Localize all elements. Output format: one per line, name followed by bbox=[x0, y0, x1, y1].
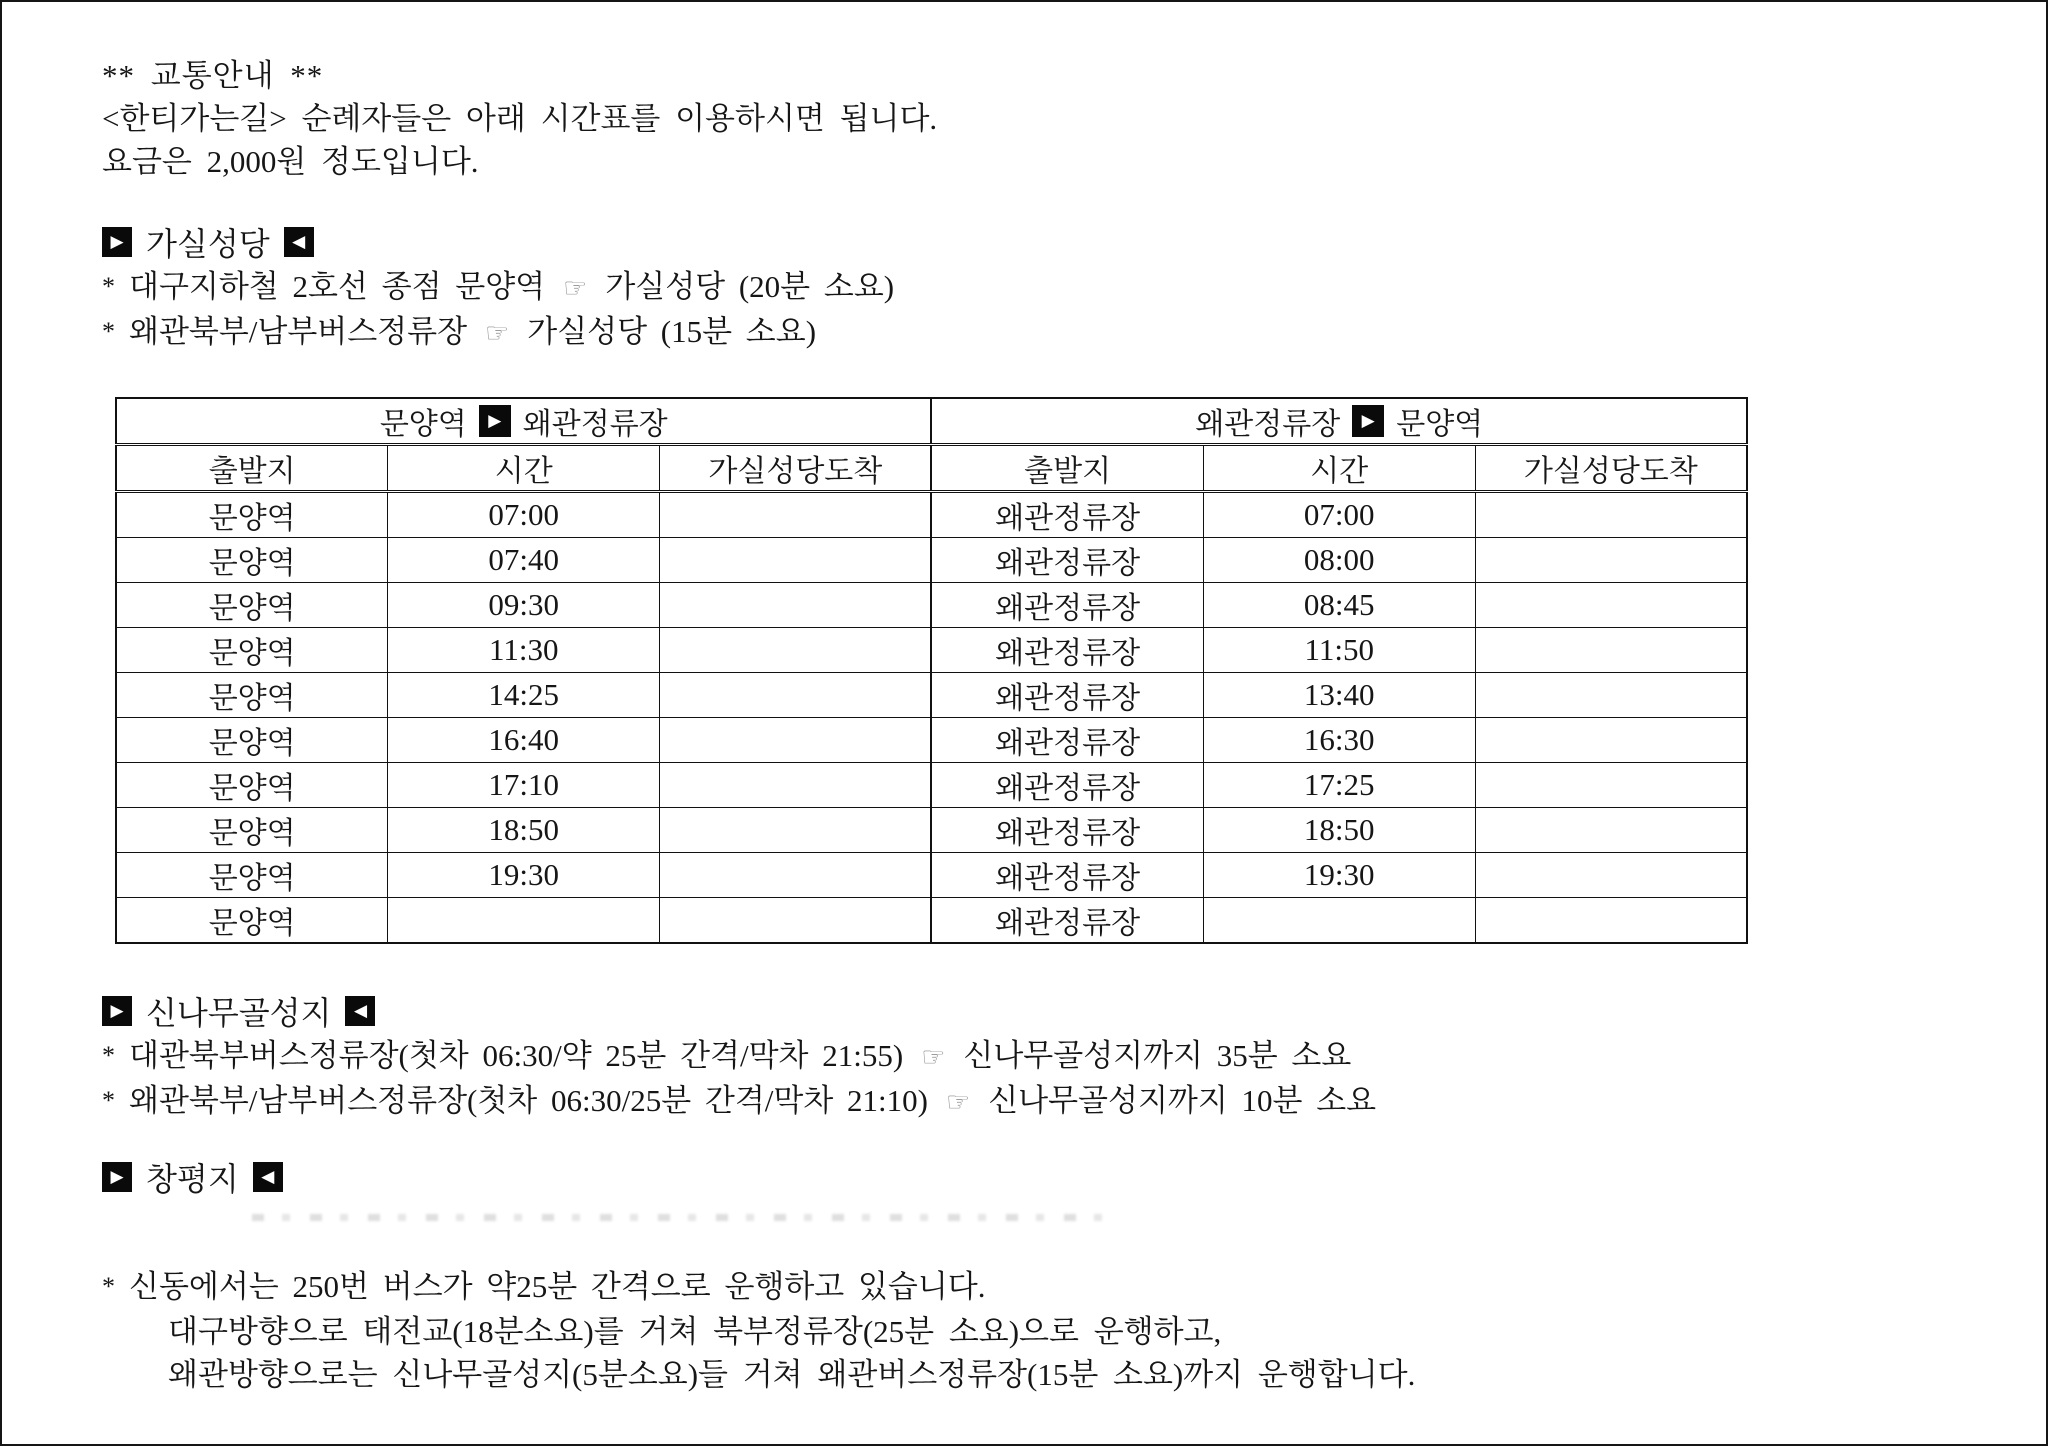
cell-arrival bbox=[1475, 808, 1747, 853]
right-arrow-icon: ▶ bbox=[102, 227, 132, 257]
bullet-text-pre: 대관북부버스정류장(첫차 06:30/약 25분 간격/막차 21:55) bbox=[129, 1038, 904, 1073]
cell-departure: 왜관정류장 bbox=[931, 898, 1203, 944]
group-from: 문양역 bbox=[379, 408, 467, 441]
cell-time bbox=[388, 898, 660, 944]
changpyeongji-paragraph bbox=[102, 1265, 1986, 1396]
cell-departure: 문양역 bbox=[116, 628, 388, 673]
cell-departure: 문양역 bbox=[116, 492, 388, 538]
cell-departure: 왜관정류장 bbox=[931, 853, 1203, 898]
cell-time: 17:25 bbox=[1203, 763, 1475, 808]
cell-arrival bbox=[1475, 492, 1747, 538]
table-row bbox=[116, 583, 1747, 628]
col-header-time: 시간 bbox=[388, 445, 660, 492]
section-heading-gasil bbox=[102, 219, 1986, 265]
cell-departure: 왜관정류장 bbox=[931, 538, 1203, 583]
cell-time: 08:00 bbox=[1203, 538, 1475, 583]
cell-departure: 문양역 bbox=[116, 718, 388, 763]
asterisk-bullet-icon: * bbox=[102, 272, 115, 301]
cell-arrival bbox=[660, 492, 932, 538]
table-column-header-row bbox=[116, 445, 1747, 492]
cell-departure: 문양역 bbox=[116, 673, 388, 718]
cell-arrival bbox=[1475, 718, 1747, 763]
cell-time: 07:00 bbox=[388, 492, 660, 538]
group-to: 왜관정류장 bbox=[522, 408, 668, 441]
bullet-text-post: 신나무골성지까지 35분 소요 bbox=[963, 1038, 1352, 1073]
section-heading-sinnamugol bbox=[102, 988, 1986, 1034]
asterisk-bullet-icon: * bbox=[102, 1272, 115, 1301]
intro-line-2: 요금은 2,000원 정도입니다. bbox=[102, 144, 479, 179]
cell-departure: 왜관정류장 bbox=[931, 583, 1203, 628]
cell-departure: 문양역 bbox=[116, 808, 388, 853]
table-row bbox=[116, 898, 1747, 944]
timetable-body bbox=[116, 492, 1747, 944]
col-header-departure: 출발지 bbox=[931, 445, 1203, 492]
pointing-hand-icon: ☞ bbox=[921, 1042, 946, 1073]
cell-departure: 왜관정류장 bbox=[931, 673, 1203, 718]
pointing-hand-icon: ☞ bbox=[946, 1087, 971, 1118]
cell-arrival bbox=[660, 898, 932, 944]
col-header-departure: 출발지 bbox=[116, 445, 388, 492]
page-title: ** 교통안내 ** bbox=[102, 58, 324, 93]
table-row bbox=[116, 538, 1747, 583]
cell-time: 11:30 bbox=[388, 628, 660, 673]
paragraph-line-2: 대구방향으로 태전교(18분소요)를 거쳐 북부정류장(25분 소요)으로 운행하고, bbox=[168, 1314, 1222, 1349]
cell-arrival bbox=[1475, 898, 1747, 944]
right-arrow-icon: ▶ bbox=[102, 1162, 132, 1192]
sinnamugol-bullet-2 bbox=[102, 1079, 1986, 1124]
cell-time bbox=[1203, 898, 1475, 944]
left-arrow-icon: ◀ bbox=[253, 1162, 283, 1192]
cell-departure: 왜관정류장 bbox=[931, 808, 1203, 853]
cell-time: 16:30 bbox=[1203, 718, 1475, 763]
asterisk-bullet-icon: * bbox=[102, 317, 115, 346]
cell-departure: 왜관정류장 bbox=[931, 718, 1203, 763]
cell-departure: 문양역 bbox=[116, 763, 388, 808]
cell-arrival bbox=[660, 718, 932, 763]
cell-arrival bbox=[660, 853, 932, 898]
cell-departure: 문양역 bbox=[116, 583, 388, 628]
asterisk-bullet-icon: * bbox=[102, 1086, 115, 1115]
cell-arrival bbox=[660, 538, 932, 583]
table-row bbox=[116, 718, 1747, 763]
group-header-left bbox=[116, 398, 931, 445]
bullet-text-post: 가실성당 (20분 소요) bbox=[605, 269, 895, 304]
table-row bbox=[116, 808, 1747, 853]
asterisk-bullet-icon: * bbox=[102, 1041, 115, 1070]
paragraph-line-1 bbox=[102, 1265, 1986, 1310]
right-arrow-icon: ▶ bbox=[479, 405, 511, 437]
bullet-text-pre: 왜관북부/남부버스정류장 bbox=[129, 314, 468, 349]
cell-arrival bbox=[660, 673, 932, 718]
group-from: 왜관정류장 bbox=[1195, 408, 1341, 441]
cell-departure: 왜관정류장 bbox=[931, 763, 1203, 808]
table-group-header-row bbox=[116, 398, 1747, 445]
cell-time: 09:30 bbox=[388, 583, 660, 628]
section-title: 가실성당 bbox=[146, 226, 270, 262]
cell-departure: 문양역 bbox=[116, 853, 388, 898]
sinnamugol-bullet-1 bbox=[102, 1034, 1986, 1079]
cell-time: 17:10 bbox=[388, 763, 660, 808]
table-row bbox=[116, 673, 1747, 718]
bullet-text-pre: 왜관북부/남부버스정류장(첫차 06:30/25분 간격/막차 21:10) bbox=[129, 1083, 928, 1118]
cell-time: 19:30 bbox=[388, 853, 660, 898]
cell-arrival bbox=[660, 808, 932, 853]
col-header-arrival: 가실성당도착 bbox=[1475, 445, 1747, 492]
cell-time: 19:30 bbox=[1203, 853, 1475, 898]
table-row bbox=[116, 628, 1747, 673]
cell-departure: 문양역 bbox=[116, 898, 388, 944]
gasil-bullet-2 bbox=[102, 310, 1986, 355]
cell-arrival bbox=[1475, 853, 1747, 898]
bullet-text-post: 가실성당 (15분 소요) bbox=[527, 314, 817, 349]
cell-arrival bbox=[660, 763, 932, 808]
section-title: 신나무골성지 bbox=[146, 995, 332, 1031]
cell-time: 16:40 bbox=[388, 718, 660, 763]
cell-arrival bbox=[660, 583, 932, 628]
faded-text-smudge bbox=[252, 1214, 1122, 1221]
section-title: 창평지 bbox=[146, 1161, 239, 1197]
cell-departure: 왜관정류장 bbox=[931, 492, 1203, 538]
cell-departure: 왜관정류장 bbox=[931, 628, 1203, 673]
cell-arrival bbox=[1475, 763, 1747, 808]
cell-time: 18:50 bbox=[1203, 808, 1475, 853]
cell-time: 11:50 bbox=[1203, 628, 1475, 673]
table-row bbox=[116, 853, 1747, 898]
right-arrow-icon: ▶ bbox=[1352, 405, 1384, 437]
col-header-arrival: 가실성당도착 bbox=[660, 445, 932, 492]
left-arrow-icon: ◀ bbox=[345, 996, 375, 1026]
cell-arrival bbox=[1475, 538, 1747, 583]
cell-time: 14:25 bbox=[388, 673, 660, 718]
bullet-text-post: 신나무골성지까지 10분 소요 bbox=[988, 1083, 1377, 1118]
paragraph-text: 신동에서는 250번 버스가 약25분 간격으로 운행하고 있습니다. bbox=[129, 1269, 986, 1304]
cell-arrival bbox=[1475, 628, 1747, 673]
pointing-hand-icon: ☞ bbox=[485, 318, 510, 349]
section-heading-changpyeongji bbox=[102, 1154, 1986, 1200]
cell-time: 07:00 bbox=[1203, 492, 1475, 538]
group-header-right bbox=[931, 398, 1747, 445]
table-row bbox=[116, 492, 1747, 538]
cell-arrival bbox=[1475, 583, 1747, 628]
cell-time: 18:50 bbox=[388, 808, 660, 853]
cell-arrival bbox=[1475, 673, 1747, 718]
group-to: 문양역 bbox=[1396, 408, 1484, 441]
cell-time: 07:40 bbox=[388, 538, 660, 583]
left-arrow-icon: ◀ bbox=[284, 227, 314, 257]
table-row bbox=[116, 763, 1747, 808]
cell-arrival bbox=[660, 628, 932, 673]
bus-timetable bbox=[115, 397, 1748, 944]
bullet-text-pre: 대구지하철 2호선 종점 문양역 bbox=[129, 269, 546, 304]
gasil-bullet-1 bbox=[102, 265, 1986, 310]
intro-line-1: <한티가는길> 순례자들은 아래 시간표를 이용하시면 됩니다. bbox=[102, 101, 938, 136]
paragraph-line-3: 왜관방향으로는 신나무골성지(5분소요)들 거쳐 왜관버스정류장(15분 소요)까지 운행합니다. bbox=[168, 1357, 1416, 1392]
cell-departure: 문양역 bbox=[116, 538, 388, 583]
cell-time: 13:40 bbox=[1203, 673, 1475, 718]
pointing-hand-icon: ☞ bbox=[563, 273, 588, 304]
right-arrow-icon: ▶ bbox=[102, 996, 132, 1026]
cell-time: 08:45 bbox=[1203, 583, 1475, 628]
col-header-time: 시간 bbox=[1203, 445, 1475, 492]
